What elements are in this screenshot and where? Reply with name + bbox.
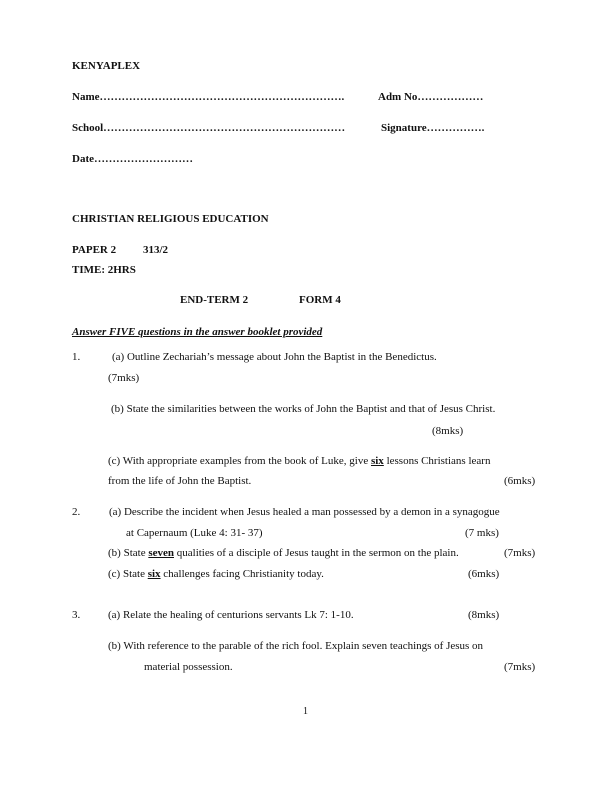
q1b-text: (b) State the similarities between the works of John the Baptist and that of Jesus Christ.: [111, 403, 496, 415]
time-label: TIME: 2HRS: [72, 264, 136, 276]
q2c-marks: (6mks): [468, 568, 500, 580]
q2a-line2: at Capernaum (Luke 4: 31- 37): [126, 527, 263, 539]
page-number: 1: [303, 706, 308, 717]
paper-code: 313/2: [143, 244, 169, 256]
brand-heading: KENYAPLEX: [72, 60, 141, 72]
name-field[interactable]: Name………………………………………………………….: [72, 91, 345, 103]
q2c-pre: (c) State: [108, 568, 148, 580]
q1c-pre: (c) With appropriate examples from the book of Luke, give: [108, 455, 371, 467]
q2b-post: qualities of a disciple of Jesus taught in the sermon on the plain.: [174, 547, 459, 559]
school-field[interactable]: School…………………………………………………………: [72, 122, 346, 134]
q2a-text: (a) Describe the incident when Jesus healed a man possessed by a demon in a synagogue: [109, 506, 500, 518]
q2c-emphasis: six: [147, 568, 161, 580]
form-label: FORM 4: [299, 294, 341, 306]
q3a-marks: (8mks): [468, 609, 500, 621]
q1b-marks: (8mks): [432, 425, 464, 437]
q2c-text: [108, 567, 324, 581]
instruction: Answer FIVE questions in the answer booklet provided: [72, 326, 323, 338]
q1a-marks: (7mks): [108, 372, 140, 384]
term-label: END-TERM 2: [180, 294, 249, 306]
q1-number: 1.: [72, 351, 81, 363]
q1c-line2: from the life of John the Baptist.: [108, 475, 252, 487]
paper-label: PAPER 2: [72, 244, 117, 256]
q3b-line2: material possession.: [144, 661, 233, 673]
q3b-text: (b) With reference to the parable of the rich fool. Explain seven teachings of Jesus on: [108, 640, 484, 652]
q2a-marks: (7 mks): [465, 527, 499, 539]
q3a-text: (a) Relate the healing of centurions servants Lk 7: 1-10.: [108, 609, 354, 621]
q2b-emphasis: seven: [148, 547, 174, 559]
q2b-text: [108, 546, 459, 560]
q1c-text: [108, 454, 490, 468]
q2c-post: challenges facing Christianity today.: [160, 568, 324, 580]
adm-no-field[interactable]: Adm No………………: [378, 91, 484, 103]
q3b-marks: (7mks): [504, 661, 536, 673]
q3-number: 3.: [72, 609, 81, 621]
q1c-marks: (6mks): [504, 475, 536, 487]
q2-number: 2.: [72, 506, 81, 518]
q1c-emphasis: six: [370, 455, 384, 467]
q1a-text: (a) Outline Zechariah’s message about John the Baptist in the Benedictus.: [112, 351, 437, 363]
date-field[interactable]: Date………………………: [72, 153, 193, 165]
subject-title: CHRISTIAN RELIGIOUS EDUCATION: [72, 213, 269, 225]
q2b-marks: (7mks): [504, 547, 536, 559]
q2b-pre: (b) State: [108, 547, 149, 559]
q1c-post: lessons Christians learn: [383, 455, 491, 467]
signature-field[interactable]: Signature…………….: [381, 122, 485, 134]
